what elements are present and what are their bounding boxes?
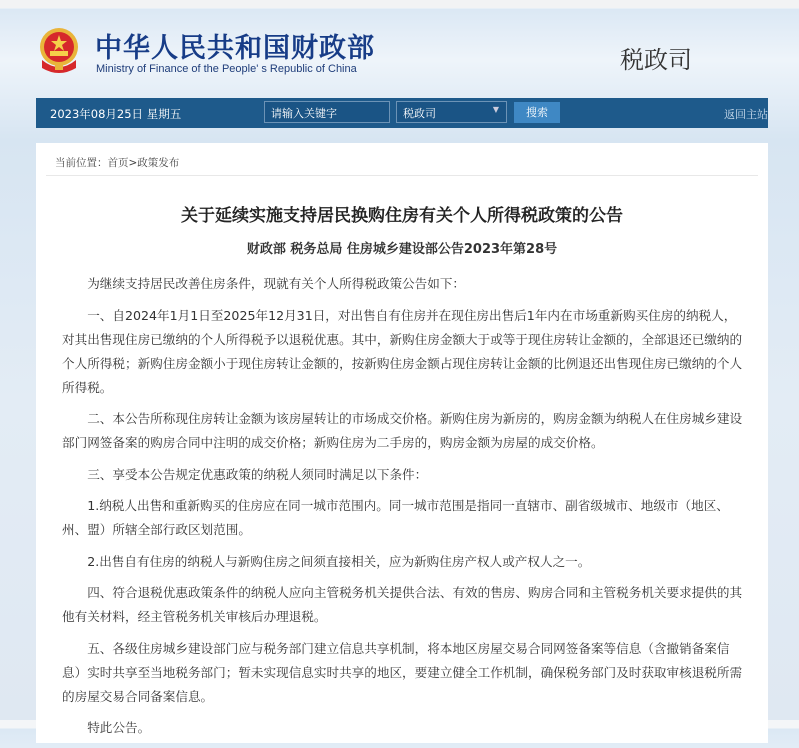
national-emblem-icon <box>36 26 82 76</box>
article-title: 关于延续实施支持居民换购住房有关个人所得税政策的公告 <box>181 206 623 226</box>
content-panel <box>36 143 768 743</box>
site-title-english: Ministry of Finance of the People' s Republic of China <box>96 63 357 75</box>
breadcrumb: 当前位置：首页>政策发布 <box>55 157 180 169</box>
article-body <box>62 272 746 748</box>
paragraph: 四、符合退税优惠政策条件的纳税人应向主管税务机关提供合法、有效的售房、购房合同和主管税务机关要求提供的其他有关材料，经主管税务机关审核后办理退税。 <box>62 585 743 624</box>
nav-bar <box>36 98 768 128</box>
department-name: 税政司 <box>620 46 692 74</box>
paragraph: 为继续支持居民改善住房条件，现就有关个人所得税政策公告如下： <box>87 276 465 291</box>
site-title: 中华人民共和国财政部 <box>95 33 375 64</box>
paragraph: 特此公告。 <box>87 720 151 735</box>
article-subtitle: 财政部 税务总局 住房城乡建设部公告2023年第28号 <box>246 242 558 257</box>
scope-select-value: 税政司 <box>403 107 436 120</box>
paragraph: 一、自2024年1月1日至2025年12月31日，对出售自有住房并在现住房出售后1年内在市场重新购买住房的纳税人，对其出售现住房已缴纳的个人所得税予以退税优惠。其中，新购住房金额大于或等于现住房转让金额的，全部退还已缴纳的个人所得税；新购住房金额小于现住房转让金额的，按新购住房金额占现住房转让金额的比例退还出售现住房已缴纳的个人所得税。 <box>62 307 743 395</box>
paragraph: 三、享受本公告规定优惠政策的纳税人须同时满足以下条件： <box>87 466 428 482</box>
paragraph: 二、本公告所称现住房转让金额为该房屋转让的市场成交价格。新购住房为新房的，购房金额为纳税人在住房城乡建设部门网签备案的购房合同中注明的成交价格；新购住房为二手房的，购房金额为房屋的成交价格。 <box>62 411 743 450</box>
paragraph: 1.纳税人出售和重新购买的住房应在同一城市范围内。同一城市范围是指同一直辖市、副省级城市、地级市（地区、州、盟）所辖全部行政区划范围。 <box>62 498 729 537</box>
top-strip <box>0 0 799 8</box>
divider <box>46 175 758 176</box>
chevron-down-icon: ▼ <box>492 105 499 114</box>
search-input[interactable]: 请输入关键字 <box>264 101 390 123</box>
paragraph: 五、各级住房城乡建设部门应与税务部门建立信息共享机制，将本地区房屋交易合同网签备案等信息（含撤销备案信息）实时共享至当地税务部门；暂未实现信息实时共享的地区，要建立健全工作机制，确保税务部门及时获取审核退税所需的房屋交易合同备案信息。 <box>62 640 743 704</box>
current-date: 2023年08月25日 星期五 <box>50 107 182 121</box>
paragraph: 2.出售自有住房的纳税人与新购住房之间须直接相关，应为新购住房产权人或产权人之一。 <box>87 553 591 569</box>
scope-select[interactable] <box>396 101 507 123</box>
search-button[interactable]: 搜索 <box>514 102 560 123</box>
home-link[interactable]: 返回主站 <box>724 108 768 121</box>
